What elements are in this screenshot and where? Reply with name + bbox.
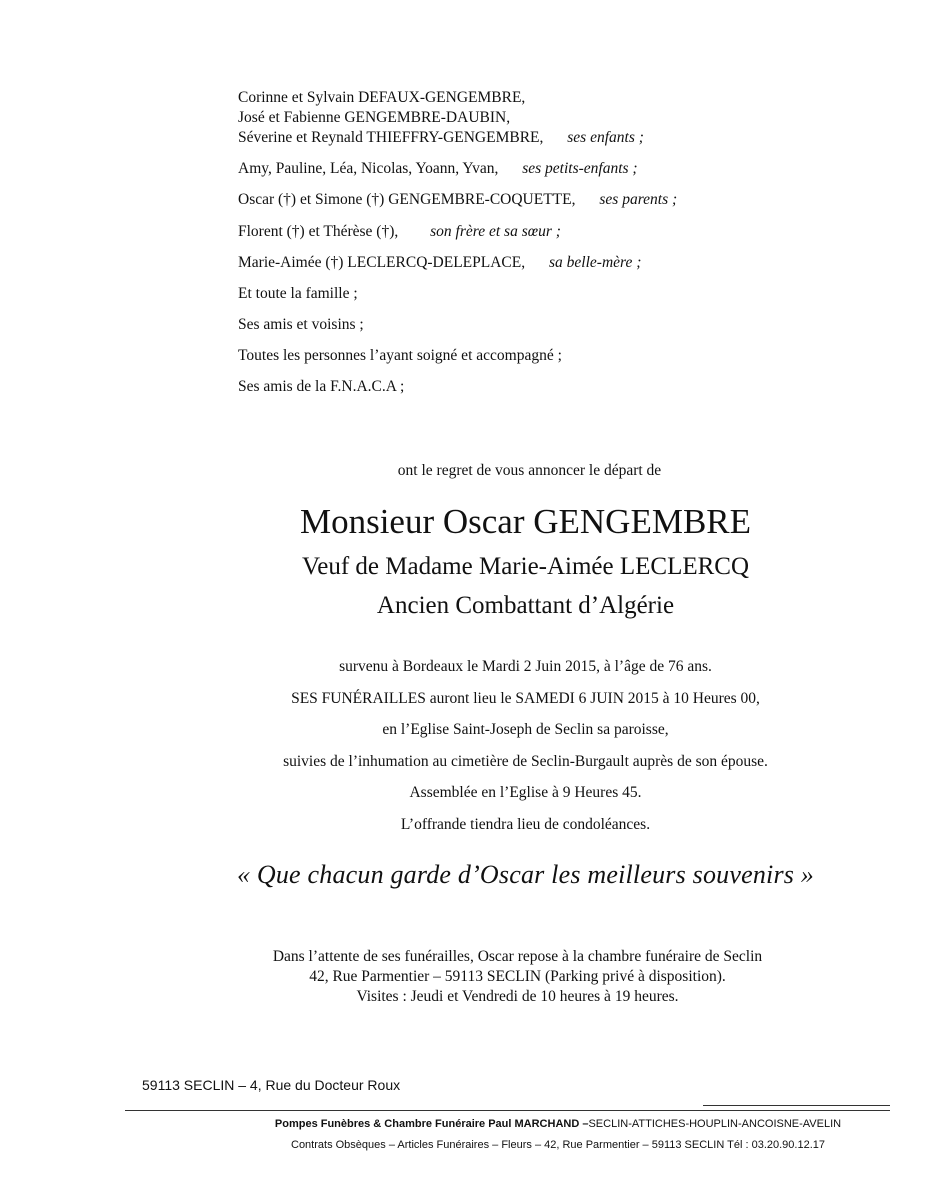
- family-parents-line: [238, 190, 677, 210]
- siblings-role: son frère et sa sœur ;: [430, 223, 561, 240]
- family-children-3: Séverine et Reynald THIEFFRY-GENGEMBRE,: [238, 129, 544, 146]
- family-others-3: Toutes les personnes l’ayant soigné et accompagné ;: [238, 347, 562, 364]
- family-grandchildren: Amy, Pauline, Léa, Nicolas, Yoann, Yvan,: [238, 160, 499, 177]
- footer-towns: SECLIN-ATTICHES-HOUPLIN-ANCOISNE-AVELIN: [588, 1118, 842, 1130]
- veteran-line: Ancien Combattant d’Algérie: [376, 592, 675, 619]
- repose-line-1: Dans l’attente de ses funérailles, Oscar repose à la chambre funéraire de Seclin: [272, 948, 763, 965]
- family-children-line-2: [238, 108, 510, 128]
- detail-funeral: SES FUNÉRAILLES auront lieu le SAMEDI 6 JUIN 2015 à 10 Heures 00,: [291, 690, 760, 707]
- repose-line-2: 42, Rue Parmentier – 59113 SECLIN (Parking privé à disposition).: [309, 968, 726, 985]
- footer-company-line: [0, 1118, 947, 1130]
- footer-company: Pompes Funèbres & Chambre Funéraire Paul MARCHAND –: [274, 1118, 589, 1130]
- detail-church: en l’Eglise Saint-Joseph de Seclin sa paroisse,: [382, 721, 669, 738]
- family-children-2: José et Fabienne GENGEMBRE-DAUBIN,: [238, 109, 511, 126]
- mother-in-law-role: sa belle-mère ;: [549, 254, 642, 271]
- family-siblings: Florent (†) et Thérèse (†),: [238, 223, 399, 240]
- deceased-name: Monsieur Oscar GENGEMBRE: [299, 502, 752, 541]
- footer-divider: [125, 1110, 890, 1111]
- family-mother-in-law-line: [238, 253, 641, 273]
- grandchildren-role: ses petits-enfants ;: [522, 160, 638, 177]
- footer-divider-accent: [703, 1105, 890, 1106]
- family-parents: Oscar (†) et Simone (†) GENGEMBRE-COQUETTE,: [238, 191, 576, 208]
- family-grandchildren-line: [238, 159, 638, 179]
- repose-line-3: Visites : Jeudi et Vendredi de 10 heures à 19 heures.: [356, 988, 679, 1005]
- detail-burial: suivies de l’inhumation au cimetière de Seclin-Burgault auprès de son épouse.: [283, 753, 768, 770]
- family-others-2: Ses amis et voisins ;: [238, 316, 364, 333]
- detail-assembly: Assemblée en l’Eglise à 9 Heures 45.: [409, 784, 642, 801]
- family-mother-in-law: Marie-Aimée (†) LECLERCQ-DELEPLACE,: [238, 254, 526, 271]
- widower-line: Veuf de Madame Marie-Aimée LECLERCQ: [301, 553, 750, 580]
- children-role: ses enfants ;: [567, 129, 644, 146]
- family-children-line-1: [238, 88, 525, 108]
- funeral-home-address: 59113 SECLIN – 4, Rue du Docteur Roux: [142, 1077, 401, 1093]
- family-siblings-line: [238, 222, 561, 242]
- footer-services: Contrats Obsèques – Articles Funéraires – Fleurs – 42, Rue Parmentier – 59113 SECLIN Tél : 03.20.90.12.17: [291, 1139, 825, 1151]
- parents-role: ses parents ;: [599, 191, 678, 208]
- family-others-1: Et toute la famille ;: [238, 285, 358, 302]
- family-children-1: Corinne et Sylvain DEFAUX-GENGEMBRE,: [238, 89, 526, 106]
- announcement-intro: ont le regret de vous annoncer le départ de: [397, 462, 662, 479]
- family-children-line-3: [238, 128, 644, 148]
- memorial-quote: « Que chacun garde d’Oscar les meilleurs souvenirs »: [236, 860, 814, 889]
- detail-death: survenu à Bordeaux le Mardi 2 Juin 2015, à l’âge de 76 ans.: [339, 658, 712, 675]
- family-others-4: Ses amis de la F.N.A.C.A ;: [238, 378, 405, 395]
- detail-offering: L’offrande tiendra lieu de condoléances.: [400, 816, 651, 833]
